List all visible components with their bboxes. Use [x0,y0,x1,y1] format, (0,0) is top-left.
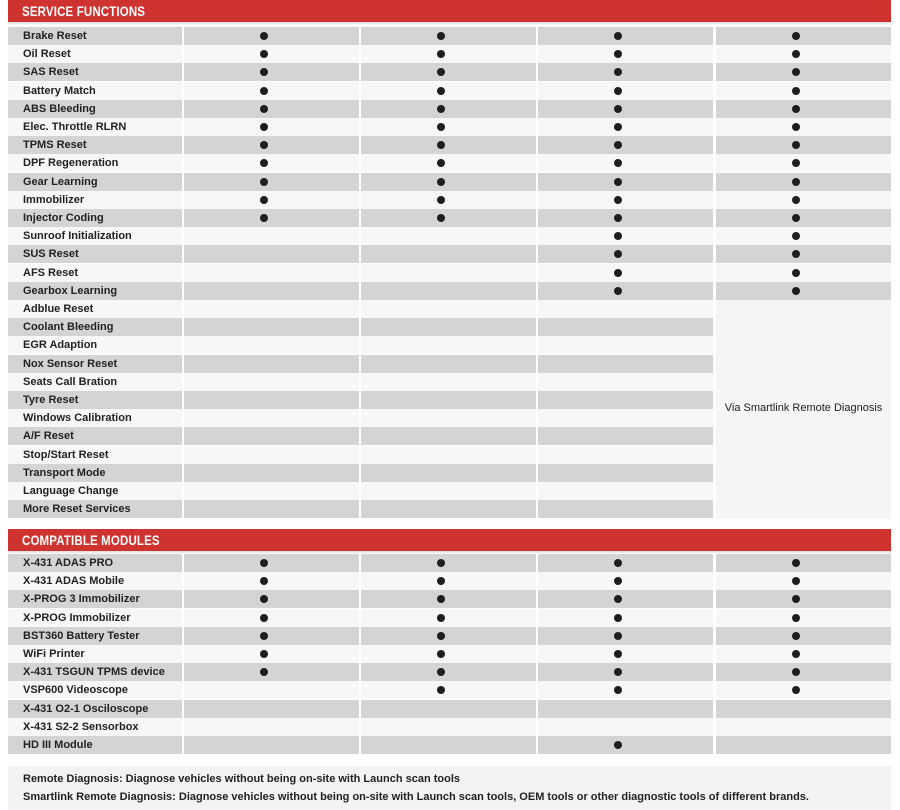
supported-dot-icon [260,650,268,658]
table-cell [538,409,713,427]
table-cell [538,136,713,154]
table-cell [538,300,713,318]
table-cell [538,118,713,136]
supported-dot-icon [437,614,445,622]
table-cell [538,173,713,191]
table-cell [184,446,359,464]
supported-dot-icon [614,196,622,204]
row-label: EGR Adaption [23,339,98,352]
table-cell [361,590,536,608]
table-cell [361,336,536,354]
supported-dot-icon [260,632,268,640]
table-cell [538,191,713,209]
table-cell [361,136,536,154]
table-cell [361,554,536,572]
supported-dot-icon [437,87,445,95]
table-cell [184,27,359,45]
table-cell [538,373,713,391]
table-cell [538,63,713,81]
table-cell [184,409,359,427]
supported-dot-icon [260,196,268,204]
table-cell [716,82,891,100]
table-cell [361,736,536,754]
supported-dot-icon [614,178,622,186]
row-label: Transport Mode [23,466,106,479]
supported-dot-icon [792,159,800,167]
supported-dot-icon [260,123,268,131]
supported-dot-icon [614,250,622,258]
table-cell [361,27,536,45]
table-cell [716,209,891,227]
table-cell [361,482,536,500]
table-cell [184,572,359,590]
supported-dot-icon [437,141,445,149]
table-cell [361,209,536,227]
supported-dot-icon [792,68,800,76]
table-cell [538,464,713,482]
table-cell [716,63,891,81]
table-cell [184,355,359,373]
table-row [8,554,891,572]
table-cell [184,736,359,754]
table-cell [716,663,891,681]
supported-dot-icon [792,287,800,295]
table-cell [716,736,891,754]
service-functions-header [8,0,891,22]
supported-dot-icon [260,68,268,76]
table-cell [361,282,536,300]
row-label: Oil Reset [23,48,71,61]
table-cell [716,681,891,699]
table-cell [184,700,359,718]
table-cell [716,590,891,608]
table-cell [538,282,713,300]
supported-dot-icon [792,87,800,95]
table-cell [538,154,713,172]
service-functions-title: SERVICE FUNCTIONS [22,3,146,19]
table-cell [361,681,536,699]
supported-dot-icon [792,668,800,676]
table-cell [361,227,536,245]
row-label: X-431 ADAS Mobile [23,575,125,588]
table-cell [184,373,359,391]
table-cell [361,645,536,663]
table-cell [716,154,891,172]
table-cell [184,136,359,154]
supported-dot-icon [260,214,268,222]
row-label: SAS Reset [23,66,79,79]
table-cell [361,663,536,681]
table-row [8,100,891,118]
supported-dot-icon [614,741,622,749]
table-cell [361,154,536,172]
table-cell [184,609,359,627]
table-cell [361,63,536,81]
supported-dot-icon [260,32,268,40]
table-cell [716,173,891,191]
supported-dot-icon [792,50,800,58]
row-label: SUS Reset [23,248,79,261]
supported-dot-icon [437,32,445,40]
supported-dot-icon [614,595,622,603]
table-cell [184,191,359,209]
supported-dot-icon [792,232,800,240]
supported-dot-icon [437,668,445,676]
table-row [8,736,891,754]
table-cell [184,645,359,663]
supported-dot-icon [260,559,268,567]
table-cell [361,173,536,191]
table-row [8,609,891,627]
supported-dot-icon [792,178,800,186]
supported-dot-icon [614,105,622,113]
table-cell [538,209,713,227]
table-cell [538,663,713,681]
table-row [8,136,891,154]
row-label: Nox Sensor Reset [23,357,118,370]
supported-dot-icon [792,269,800,277]
row-label: TPMS Reset [23,139,87,152]
table-cell [361,264,536,282]
supported-dot-icon [614,87,622,95]
supported-dot-icon [614,68,622,76]
row-label: Tyre Reset [23,394,79,406]
table-cell [361,700,536,718]
supported-dot-icon [437,559,445,567]
table-cell [716,718,891,736]
table-row [8,718,891,736]
table-cell [184,663,359,681]
supported-dot-icon [260,105,268,113]
header-divider [8,22,891,25]
table-cell [361,373,536,391]
supported-dot-icon [792,577,800,585]
table-cell [538,590,713,608]
supported-dot-icon [260,141,268,149]
table-row [8,700,891,718]
table-cell [538,609,713,627]
table-cell [716,645,891,663]
supported-dot-icon [614,686,622,694]
table-cell [538,227,713,245]
supported-dot-icon [614,123,622,131]
supported-dot-icon [437,632,445,640]
table-cell [184,482,359,500]
table-cell [184,300,359,318]
table-cell [538,718,713,736]
supported-dot-icon [437,577,445,585]
row-label: HD III Module [23,739,93,751]
supported-dot-icon [792,595,800,603]
supported-dot-icon [437,178,445,186]
table-cell [184,627,359,645]
table-cell [184,681,359,699]
row-label: Stop/Start Reset [23,448,109,461]
table-cell [716,245,891,263]
supported-dot-icon [260,87,268,95]
table-cell [716,191,891,209]
table-cell [538,700,713,718]
table-row [8,245,891,263]
supported-dot-icon [614,159,622,167]
table-row [8,63,891,81]
supported-dot-icon [614,141,622,149]
table-cell [538,572,713,590]
table-cell [716,27,891,45]
supported-dot-icon [614,32,622,40]
table-cell [361,245,536,263]
table-cell [361,300,536,318]
table-cell [361,718,536,736]
supported-dot-icon [437,595,445,603]
row-label: Language Change [23,485,119,497]
row-label: Immobilizer [23,193,85,206]
table-cell [184,336,359,354]
row-label: Battery Match [23,84,96,97]
supported-dot-icon [614,650,622,658]
supported-dot-icon [614,559,622,567]
table-cell [538,482,713,500]
row-label: BST360 Battery Tester [23,629,140,642]
table-row [8,154,891,172]
row-label: Gearbox Learning [23,284,118,297]
supported-dot-icon [260,595,268,603]
table-cell [538,355,713,373]
table-cell [538,391,713,409]
table-cell [184,245,359,263]
row-label: DPF Regeneration [23,157,119,170]
table-cell [716,627,891,645]
row-label: VSP600 Videoscope [23,684,128,697]
table-cell [538,264,713,282]
supported-dot-icon [614,632,622,640]
row-label: AFS Reset [23,266,79,279]
row-label: More Reset Services [23,503,131,516]
supported-dot-icon [260,668,268,676]
row-label: X-PROG Immobilizer [23,611,131,624]
table-cell [184,209,359,227]
table-cell [716,227,891,245]
table-cell [538,27,713,45]
supported-dot-icon [260,614,268,622]
supported-dot-icon [792,632,800,640]
table-cell [716,118,891,136]
supported-dot-icon [792,559,800,567]
table-cell [184,173,359,191]
table-cell [361,191,536,209]
smartlink-note: Via Smartlink Remote Diagnosis [724,402,883,414]
table-cell [184,391,359,409]
table-cell [184,464,359,482]
supported-dot-icon [437,686,445,694]
table-row [8,282,891,300]
table-cell [361,318,536,336]
row-label: Adblue Reset [23,303,94,315]
table-cell [716,136,891,154]
table-cell [361,118,536,136]
supported-dot-icon [437,68,445,76]
smartlink-merged-cell [716,300,891,519]
table-cell [538,681,713,699]
row-label: X-431 S2-2 Sensorbox [23,720,139,733]
table-cell [184,554,359,572]
table-cell [716,700,891,718]
supported-dot-icon [614,577,622,585]
row-label: Windows Calibration [23,412,132,425]
table-cell [716,609,891,627]
table-cell [361,355,536,373]
supported-dot-icon [614,269,622,277]
table-cell [538,100,713,118]
table-cell [184,718,359,736]
supported-dot-icon [260,178,268,186]
supported-dot-icon [614,614,622,622]
footnote-smartlink: Smartlink Remote Diagnosis: Diagnose vehicles without being on-site with Launch scan tools, OEM tools or other diagnostic tools of different brands. [23,791,809,803]
table-cell [538,554,713,572]
table-cell [184,227,359,245]
supported-dot-icon [792,123,800,131]
table-cell [538,627,713,645]
table-cell [538,645,713,663]
table-row [8,627,891,645]
table-cell [184,500,359,518]
supported-dot-icon [437,123,445,131]
table-cell [716,282,891,300]
supported-dot-icon [437,159,445,167]
row-label: X-431 TSGUN TPMS device [23,666,165,679]
supported-dot-icon [792,650,800,658]
table-cell [184,318,359,336]
supported-dot-icon [437,105,445,113]
table-row [8,173,891,191]
row-label: A/F Reset [23,430,74,443]
supported-dot-icon [614,214,622,222]
table-cell [361,446,536,464]
table-cell [716,45,891,63]
row-label: Injector Coding [23,212,104,224]
supported-dot-icon [792,250,800,258]
supported-dot-icon [260,50,268,58]
table-cell [361,409,536,427]
table-cell [184,154,359,172]
table-cell [361,45,536,63]
table-row [8,645,891,663]
supported-dot-icon [792,686,800,694]
table-cell [184,590,359,608]
table-cell [361,500,536,518]
table-cell [361,464,536,482]
table-cell [538,245,713,263]
supported-dot-icon [792,214,800,222]
table-cell [716,264,891,282]
supported-dot-icon [792,32,800,40]
supported-dot-icon [437,196,445,204]
row-label: ABS Bleeding [23,102,96,115]
table-cell [361,572,536,590]
table-cell [538,446,713,464]
supported-dot-icon [614,287,622,295]
footnotes [8,766,891,810]
table-cell [538,736,713,754]
supported-dot-icon [260,159,268,167]
table-cell [184,82,359,100]
table-row [8,663,891,681]
compatible-modules-header [8,529,891,551]
row-label: X-PROG 3 Immobilizer [23,593,140,606]
supported-dot-icon [437,214,445,222]
table-cell [184,63,359,81]
supported-dot-icon [792,614,800,622]
table-cell [184,100,359,118]
table-cell [538,318,713,336]
table-row [8,27,891,45]
row-label: Coolant Bleeding [23,321,114,334]
supported-dot-icon [614,232,622,240]
row-label: WiFi Printer [23,648,85,660]
supported-dot-icon [792,105,800,113]
table-cell [184,427,359,445]
table-cell [716,572,891,590]
table-cell [538,45,713,63]
table-cell [184,282,359,300]
table-cell [361,82,536,100]
table-cell [361,627,536,645]
supported-dot-icon [437,50,445,58]
table-cell [184,118,359,136]
row-label: Seats Call Bration [23,375,118,388]
table-cell [184,264,359,282]
table-row [8,118,891,136]
footnote-remote-diagnosis: Remote Diagnosis: Diagnose vehicles without being on-site with Launch scan tools [23,773,461,785]
compatible-modules-title: COMPATIBLE MODULES [22,532,160,548]
table-cell [538,500,713,518]
table-row [8,82,891,100]
supported-dot-icon [792,141,800,149]
table-cell [361,100,536,118]
supported-dot-icon [260,577,268,585]
table-row [8,572,891,590]
row-label: Brake Reset [23,30,87,42]
row-label: Gear Learning [23,175,98,188]
table-cell [716,554,891,572]
table-cell [184,45,359,63]
table-cell [538,427,713,445]
table-row [8,191,891,209]
supported-dot-icon [437,650,445,658]
table-cell [538,336,713,354]
table-cell [538,82,713,100]
row-label: X-431 ADAS PRO [23,557,114,569]
row-label: Sunroof Initialization [23,230,132,243]
table-row [8,227,891,245]
supported-dot-icon [614,50,622,58]
table-cell [361,391,536,409]
supported-dot-icon [614,668,622,676]
table-cell [361,609,536,627]
row-label: X-431 O2-1 Osciloscope [23,702,149,715]
table-row [8,590,891,608]
table-row [8,681,891,699]
table-row [8,264,891,282]
table-row [8,45,891,63]
supported-dot-icon [792,196,800,204]
table-cell [716,100,891,118]
table-cell [361,427,536,445]
table-row [8,209,891,227]
row-label: Elec. Throttle RLRN [23,121,127,133]
